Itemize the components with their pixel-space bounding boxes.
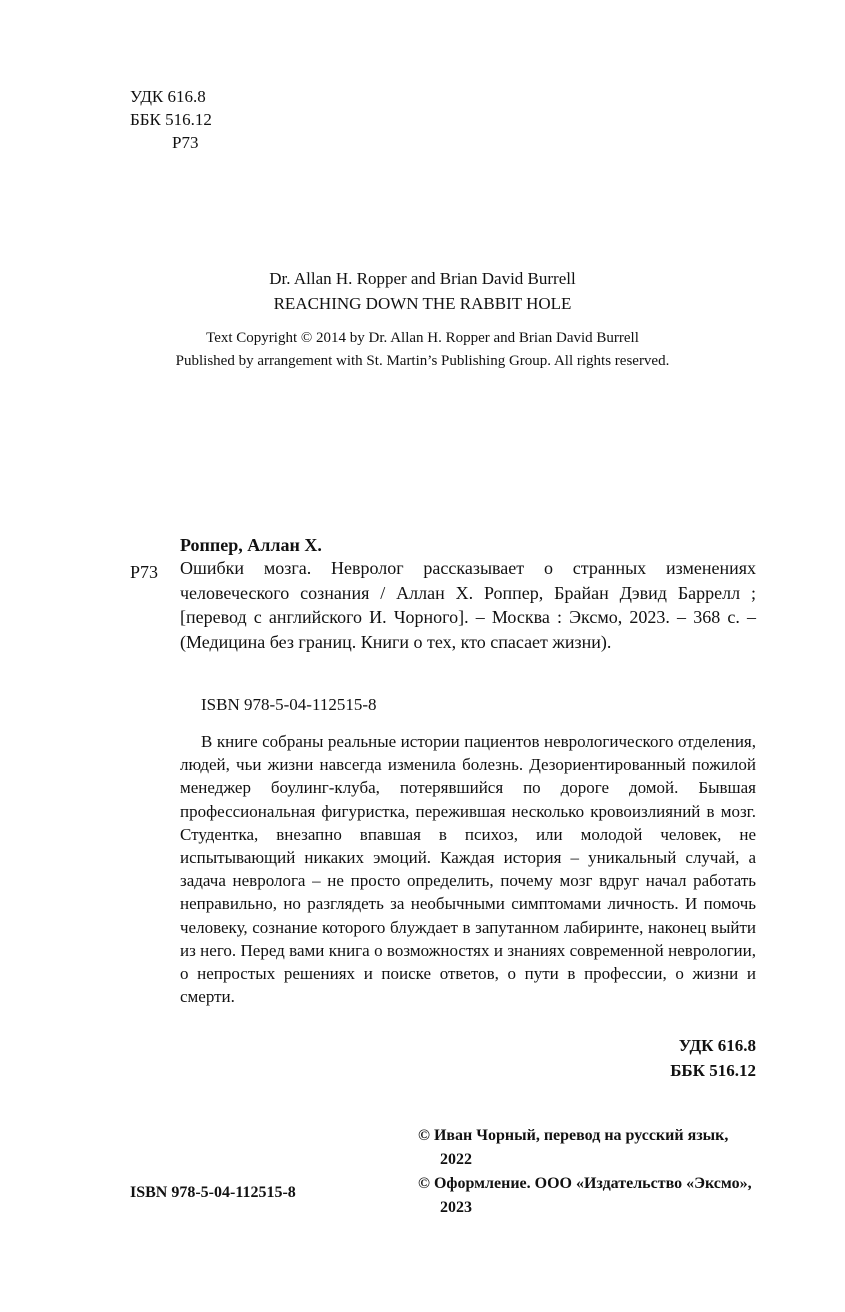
bbk-code-right: ББК 516.12 xyxy=(670,1061,756,1080)
annotation: В книге собраны реальные истории пациентов неврологического отделения, людей, чьи жизни навсегда изменила болезнь. Дезориентированный пожилой менеджер боулинг-клуба, потерявшийся по дороге домой. Бывшая профессиональная фигуристка, пережившая несколько кровоизлияний в мозг. Студентка, внезапно впавшая в психоз, или молодой человек, не испытывающий никаких эмоций. Каждая история – уникальный случай, а задача невролога – не просто определить, почему мозг вдруг начал работать неправильно, но разглядеть за необычными симптомами личность. И помочь человеку, сознание которого блуждает в запутанном лабиринте, наконец выйти из него. Перед вами книга о возможностях и знаниях современной неврологии, о непростых решениях и поиске ответов, о пути в профессии, о жизни и смерти. xyxy=(180,732,756,1007)
translation-rights: © Иван Чорный, перевод на русский язык, 2022 xyxy=(418,1127,729,1168)
original-edition xyxy=(0,266,845,316)
catalog-code: Р73 xyxy=(130,562,159,582)
udc-code-right: УДК 616.8 xyxy=(678,1036,756,1055)
copyright-line: Text Copyright © 2014 by Dr. Allan H. Ropper and Brian David Burrell xyxy=(206,330,639,346)
description-text: Ошибки мозга. Невролог рассказывает о странных изменениях человеческого сознания / Аллан Х. Роппер, Брайан Дэвид Баррелл ; [перевод с английского И. Чорного]. – Москва : Эксмо, 2023. – 368 с. – (Медицина без границ. Книги о тех, кто спасает жизни). xyxy=(180,558,756,652)
rights-block xyxy=(418,1124,758,1220)
catalog-isbn: ISBN 978-5-04-112515-8 xyxy=(201,695,377,714)
publishing-arrangement: Published by arrangement with St. Martin’s Publishing Group. All rights reserved. xyxy=(175,353,670,369)
catalog-author-heading: Роппер, Аллан Х. xyxy=(180,535,322,555)
design-rights: © Оформление. ООО «Издательство «Эксмо», 2023 xyxy=(418,1175,752,1216)
classification-codes-right xyxy=(560,1033,756,1083)
original-copyright xyxy=(0,327,845,373)
original-authors: Dr. Allan H. Ropper and Brian David Burrell xyxy=(269,269,576,288)
classification-block xyxy=(130,85,212,154)
author-mark: Р73 xyxy=(172,133,199,152)
bbk-code: ББК 516.12 xyxy=(130,110,212,129)
isbn-bottom: ISBN 978-5-04-112515-8 xyxy=(130,1184,296,1201)
udc-code: УДК 616.8 xyxy=(130,87,206,106)
bibliographic-description xyxy=(180,556,756,654)
original-title: REACHING DOWN THE RABBIT HOLE xyxy=(273,294,572,313)
